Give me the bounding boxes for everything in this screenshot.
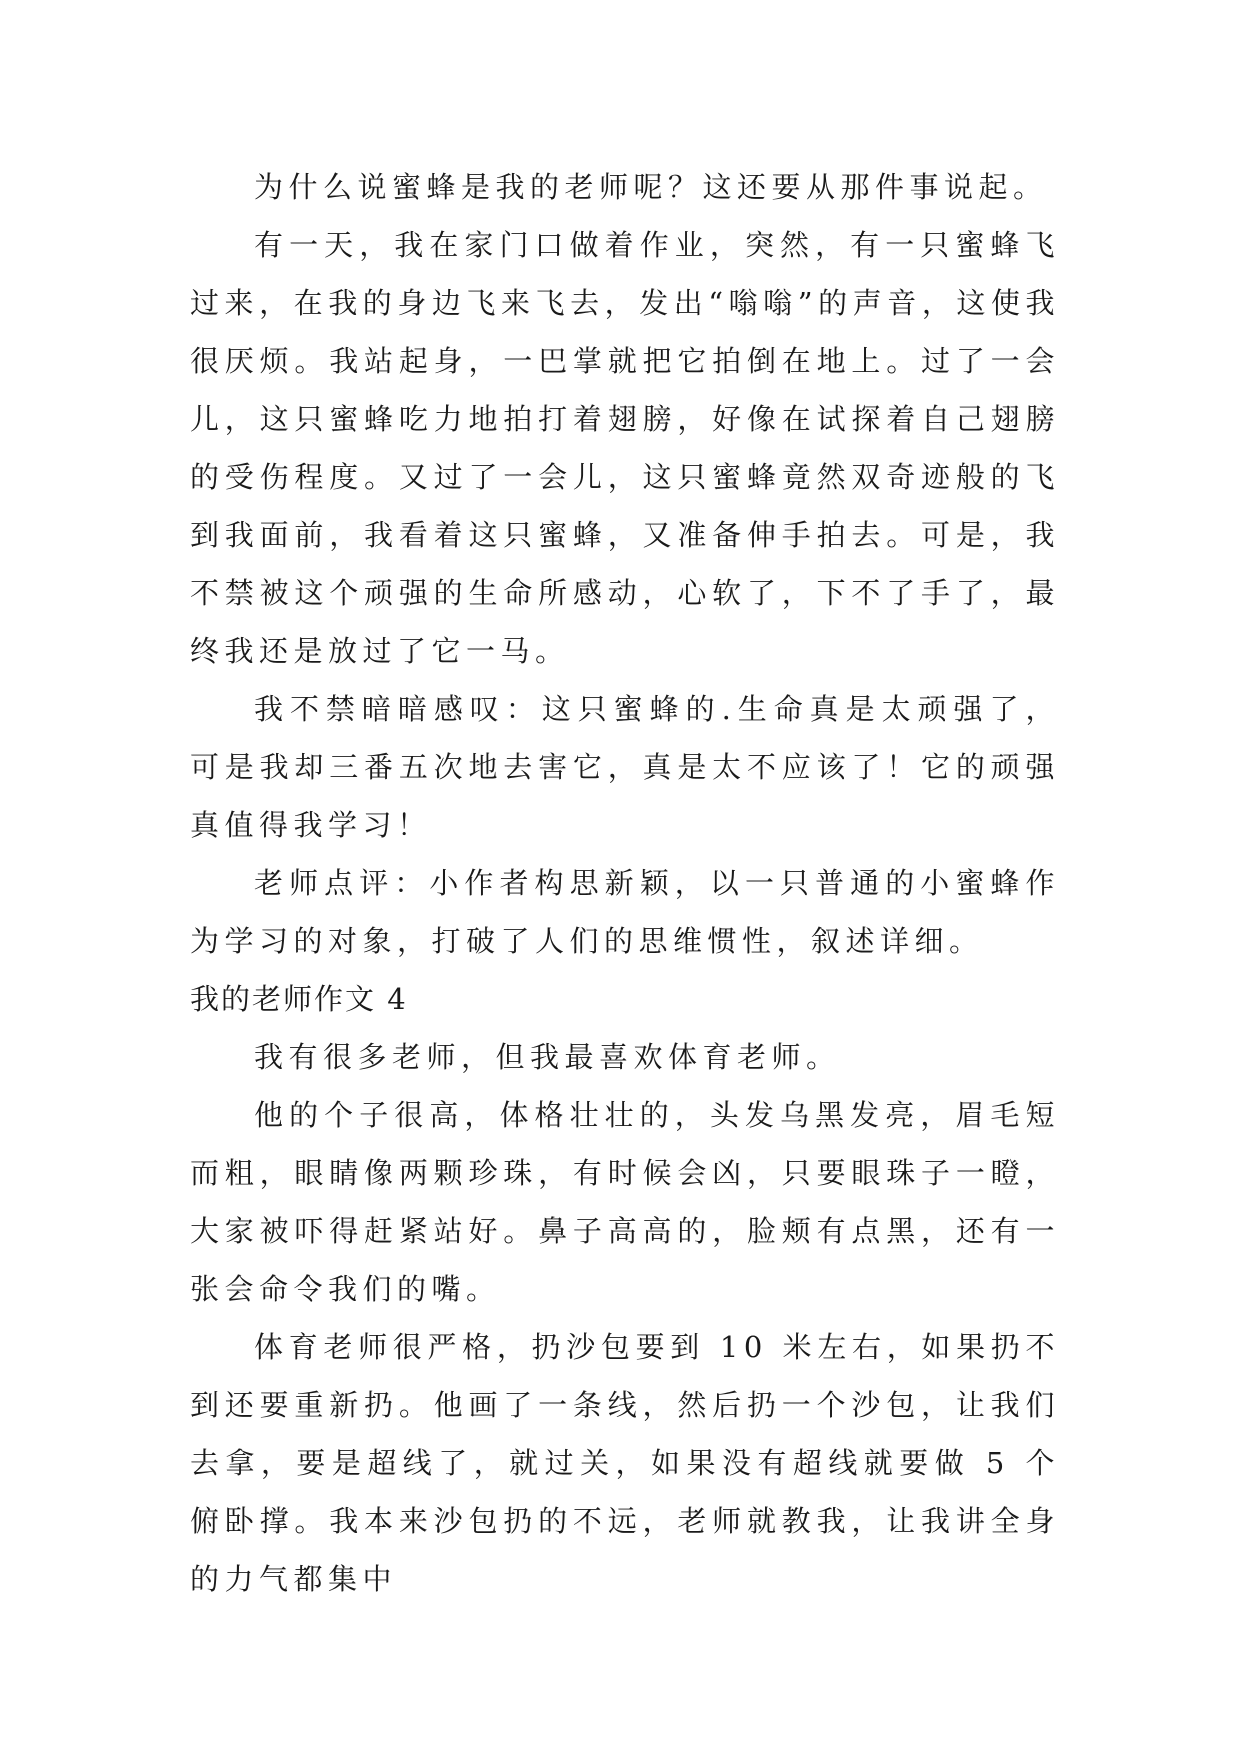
paragraph-2: 有一天，我在家门口做着作业，突然，有一只蜜蜂飞过来，在我的身边飞来飞去，发出“嗡嗡”的声音，这使我很厌烦。我站起身，一巴掌就把它拍倒在地上。过了一会儿，这只蜜蜂吃力地拍打着翅膀，好像在试探着自己翅膀的受伤程度。又过了一会儿，这只蜜蜂竟然双奇迹般的飞到我面前，我看着这只蜜蜂，又准备伸手拍去。可是，我不禁被这个顽强的生命所感动，心软了，下不了手了，最终我还是放过了它一马。	[190, 228, 1060, 668]
paragraph-6: 他的个子很高，体格壮壮的，头发乌黑发亮，眉毛短而粗，眼睛像两颗珍珠，有时候会凶，只要眼珠子一瞪，大家被吓得赶紧站好。鼻子高高的，脸颊有点黑，还有一张会命令我们的嘴。	[190, 1098, 1060, 1306]
paragraph-5: 我有很多老师，但我最喜欢体育老师。	[254, 1040, 841, 1074]
paragraph-7: 体育老师很严格，扔沙包要到 10 米左右，如果扔不到还要重新扔。他画了一条线，然后扔一个沙包，让我们去拿，要是超线了，就过关，如果没有超线就要做 5 个俯卧撑。我本来沙包扔的不远，老师就教我，让我讲全身的力气都集中	[190, 1330, 1060, 1596]
paragraph-1: 为什么说蜜蜂是我的老师呢？这还要从那件事说起。	[254, 170, 1048, 204]
section-heading: 我的老师作文 4	[190, 982, 408, 1016]
paragraph-4: 老师点评：小作者构思新颖，以一只普通的小蜜蜂作为学习的对象，打破了人们的思维惯性，叙述详细。	[190, 866, 1060, 958]
paragraph-3: 我不禁暗暗感叹：这只蜜蜂的.生命真是太顽强了，可是我却三番五次地去害它，真是太不应该了！它的顽强真值得我学习！	[190, 692, 1060, 842]
document-body	[190, 158, 1060, 1608]
